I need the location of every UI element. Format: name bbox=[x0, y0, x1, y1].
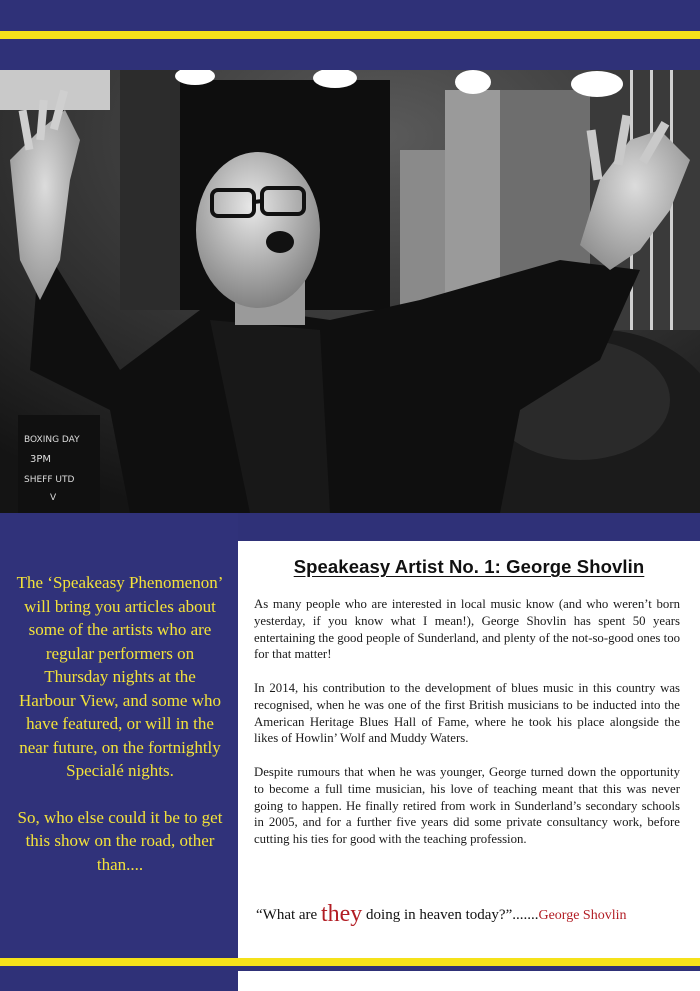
bottom-white-footer bbox=[238, 971, 700, 991]
article-body bbox=[254, 596, 680, 865]
article-quote bbox=[256, 901, 686, 928]
sidebar-intro bbox=[14, 571, 226, 899]
article-paragraph-2: In 2014, his contribution to the development of blues music in this country was recognised, when he was one of the first British musicians to be inducted into the American Heritage Blues Hall of Fame, where he took his place alongside the likes of Howlin’ Wolf and Muddy Waters. bbox=[254, 680, 680, 746]
article-paragraph-1: As many people who are interested in local music know (and who weren’t born yesterday, if you know what I mean!), George Shovlin has spent 50 years entertaining the good people of Sunderland, and plenty of the not-so-good ones too for that matter! bbox=[254, 597, 680, 662]
top-band bbox=[0, 0, 700, 30]
article-panel bbox=[238, 541, 700, 955]
quote-after: doing in heaven today?”....... bbox=[362, 907, 539, 923]
top-yellow-stripe bbox=[0, 31, 700, 39]
bottom-yellow-stripe bbox=[0, 958, 700, 966]
top-band-lower bbox=[0, 39, 700, 70]
sidebar-paragraph-1: The ‘Speakeasy Phenomenon’ will bring you articles about some of the artists who are regular performers on Thursday nights at the Harbour View, and some who have featured, or will in the near future, on the fortnightly Specialé nights. bbox=[16, 573, 224, 780]
hero-photo bbox=[0, 70, 700, 513]
chalkboard-line-2: 3PM bbox=[30, 454, 52, 465]
article-title: Speakeasy Artist No. 1: George Shovlin bbox=[293, 556, 645, 577]
quote-attribution: George Shovlin bbox=[538, 908, 627, 923]
chalkboard-line-1: BOXING DAY bbox=[24, 435, 80, 445]
sidebar-panel bbox=[0, 513, 238, 955]
quote-before: “What are bbox=[256, 907, 321, 923]
chalkboard-line-4: V bbox=[50, 493, 57, 503]
article-paragraph-3: Despite rumours that when he was younger, George turned down the opportunity to become a full time musician, his love of teaching meant that this was never going to happen. He finally retired from work in Sunderland’s secondary schools in 2005, and for a further five years did some private consultancy work, before cutting his ties for good with the teaching profession. bbox=[254, 764, 680, 847]
chalkboard-line-3: SHEFF UTD bbox=[24, 475, 75, 485]
quote-highlight: they bbox=[320, 901, 363, 927]
sidebar-paragraph-2: So, who else could it be to get this show on the road, other than.... bbox=[17, 807, 223, 874]
